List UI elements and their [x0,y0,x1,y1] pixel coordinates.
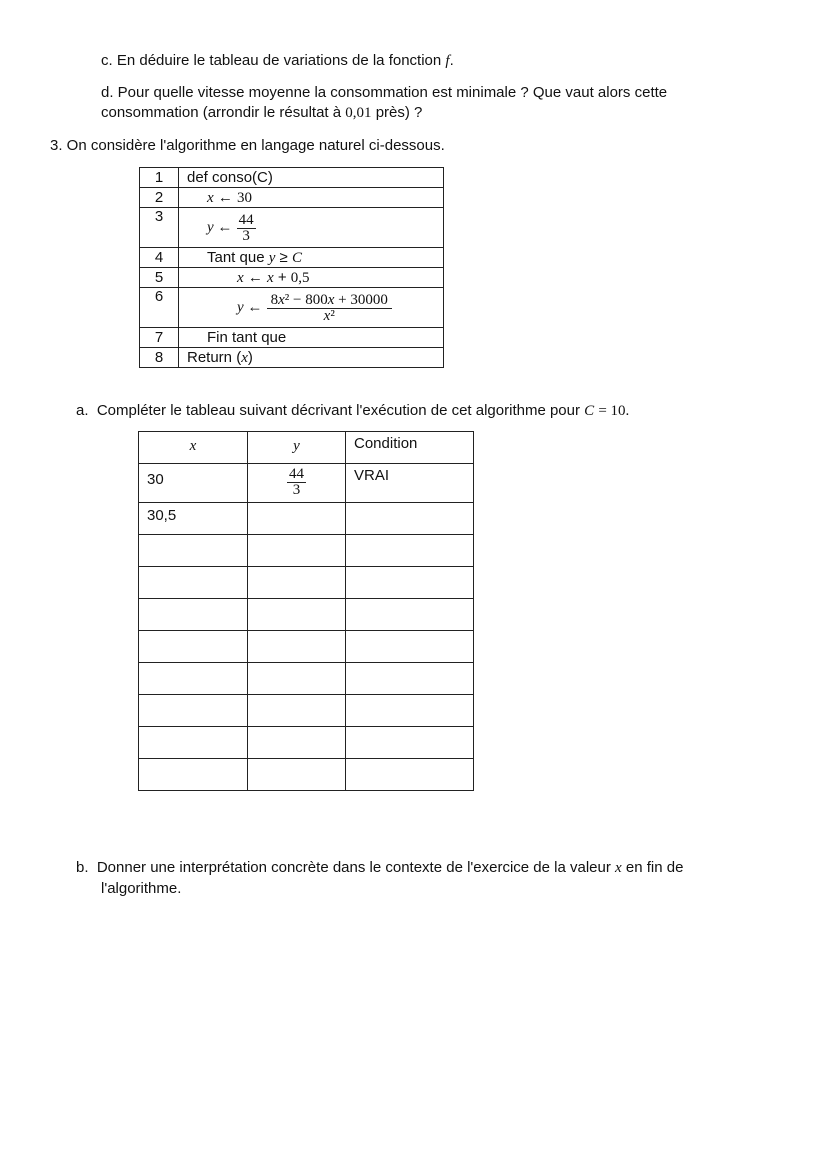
algo-line-code: x ← 30 [179,188,444,208]
cell-condition[interactable] [346,535,474,567]
question-c-text: c. En déduire le tableau de variations de la fonction f. [101,52,454,69]
algo-line-number: 7 [140,328,179,348]
algo-line-number: 6 [140,288,179,328]
cell-condition[interactable]: VRAI [346,464,474,503]
header-x: x [139,432,248,464]
cell-y[interactable] [248,631,346,663]
line6-numerator: 8x² − 800x + 30000 [267,292,392,309]
cell-x[interactable] [139,759,248,791]
cell-y[interactable] [248,695,346,727]
question-b-line2: l'algorithme. [101,880,182,897]
cell-y[interactable] [248,759,346,791]
algo-line-code: Tant que y ≥ C [179,248,444,268]
algo-line-number: 8 [140,348,179,368]
cell-condition[interactable] [346,567,474,599]
algo-line-code: Fin tant que [179,328,444,348]
cell-y[interactable] [248,503,346,535]
cell-x[interactable] [139,695,248,727]
line6-denominator: x² [323,308,335,324]
cell-y[interactable] [248,599,346,631]
header-condition: Condition [346,432,474,464]
cell-x[interactable] [139,727,248,759]
cell-condition[interactable] [346,727,474,759]
algo-line-number: 3 [140,208,179,248]
line3-numerator: 44 [238,212,254,228]
algo-line-number: 5 [140,268,179,288]
header-y: y [248,432,346,464]
line3-fraction [237,212,256,243]
algo-line-code [179,208,444,248]
cell-condition[interactable] [346,599,474,631]
line3-prefix: y ← [207,219,233,236]
execution-table [138,431,474,791]
cell-condition[interactable] [346,503,474,535]
cell-x[interactable]: 30 [139,464,248,503]
algo-line-code [179,288,444,328]
cell-x[interactable] [139,535,248,567]
question-3: 3. On considère l'algorithme en langage naturel ci-dessous. [50,137,445,154]
question-d-line1: d. Pour quelle vitesse moyenne la consommation est minimale ? Que vaut alors cette [101,84,668,101]
question-a: a. Compléter le tableau suivant décrivant l'exécution de cet algorithme pour C = 10. [76,402,630,419]
cell-y[interactable] [248,567,346,599]
cell-x[interactable] [139,663,248,695]
cell-x[interactable] [139,631,248,663]
cell-x[interactable] [139,567,248,599]
algo-line-number: 1 [140,168,179,188]
cell-condition[interactable] [346,759,474,791]
cell-condition[interactable] [346,695,474,727]
cell-y[interactable] [248,464,346,503]
line6-prefix: y ← [237,299,263,316]
cell-condition[interactable] [346,663,474,695]
cell-y-fraction: $\frac{44}{3}$ [289,466,304,498]
cell-y[interactable] [248,663,346,695]
cell-condition[interactable] [346,631,474,663]
line6-fraction [267,292,392,323]
question-b-line1: b. Donner une interprétation concrète dans le contexte de l'exercice de la valeur x en fin de [76,859,684,876]
algo-line-number: 4 [140,248,179,268]
algorithm-table [139,167,444,368]
cell-x[interactable]: 30,5 [139,503,248,535]
algo-line-code: Return (x) [179,348,444,368]
cell-y[interactable] [248,535,346,567]
algo-line-number: 2 [140,188,179,208]
question-c [101,51,454,71]
line3-denominator: 3 [242,228,250,244]
question-d-line2: consommation (arrondir le résultat à 0,01 près) ? [101,104,423,121]
cell-x[interactable] [139,599,248,631]
cell-y[interactable] [248,727,346,759]
algo-line-code: x ← x + 0,5 [179,268,444,288]
algo-line-code: def conso(C) [179,168,444,188]
